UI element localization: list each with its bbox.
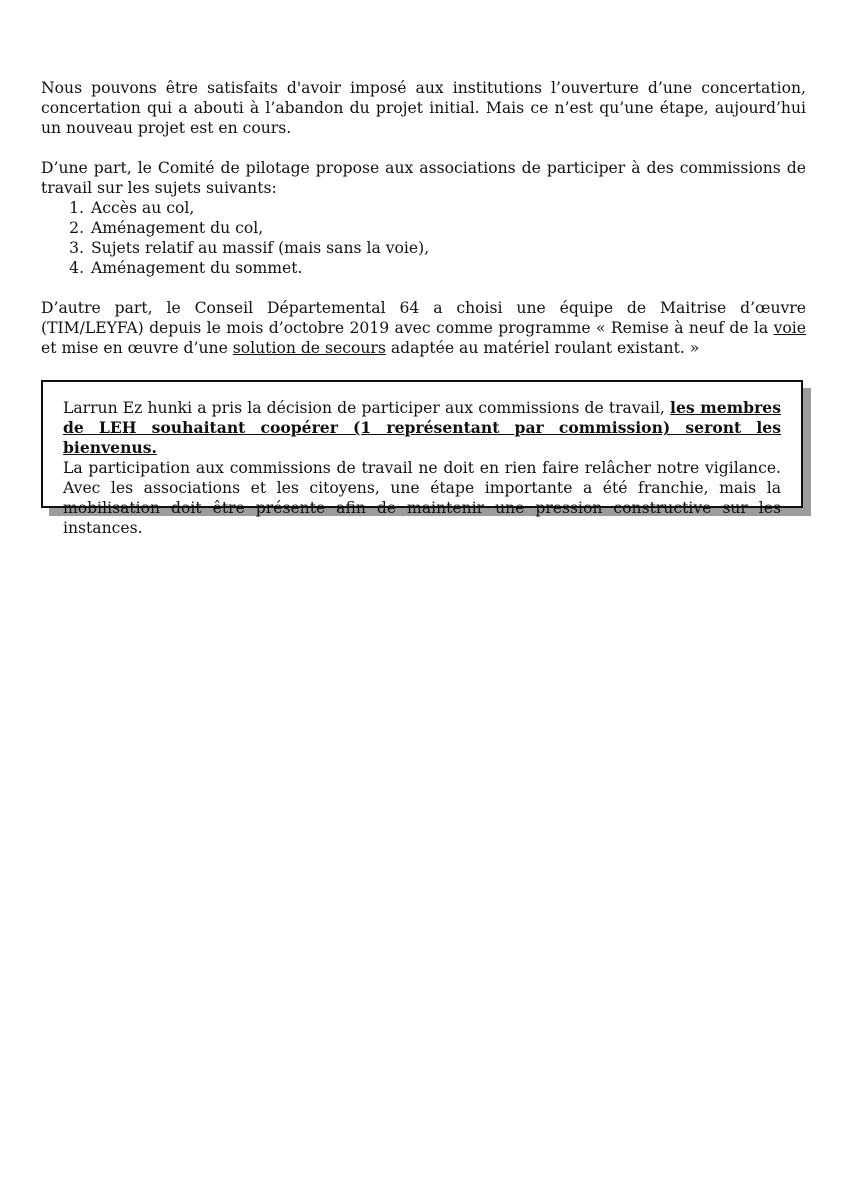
document-body	[41, 78, 806, 358]
steering-committee-paragraph: D’une part, le Comité de pilotage propose aux associations de participer à des commissions de travail sur les sujets suivants:	[41, 159, 806, 197]
notice-box	[41, 380, 803, 537]
council-paragraph	[41, 298, 806, 358]
notice-first-paragraph	[63, 398, 781, 458]
underlined-voie: voie	[773, 319, 806, 337]
list-item: 3. Sujets relatif au massif (mais sans la voie),	[89, 238, 806, 258]
underlined-solution: solution de secours	[232, 339, 386, 357]
council-text-2: et mise en œuvre d’une	[41, 339, 233, 357]
council-text-3: adaptée au matériel roulant existant. »	[385, 339, 700, 357]
list-item: 2. Aménagement du col,	[89, 218, 806, 238]
list-item: 1. Accès au col,	[89, 198, 806, 218]
topics-list	[41, 198, 806, 278]
list-item: 4. Aménagement du sommet.	[89, 258, 806, 278]
notice-body: La participation aux commissions de travail ne doit en rien faire relâcher notre vigilance. Avec les associations et les citoyens, une étape importante a été franchie, mais la mobilisation doit être présente afin de maintenir une pression constructive sur les instances.	[63, 459, 781, 537]
notice-emphasis: les membres de LEH souhaitant coopérer (1 représentant par commission) seront les bienvenus.	[63, 398, 782, 457]
notice-lead: Larrun Ez hunki a pris la décision de participer aux commissions de travail,	[63, 399, 671, 417]
council-text-1: D’autre part, le Conseil Départemental 64 a choisi une équipe de Maitrise d’œuvre (TIM/LEYFA) depuis le mois d’octobre 2019 avec comme programme « Remise à neuf de la	[41, 299, 806, 337]
intro-paragraph: Nous pouvons être satisfaits d'avoir imposé aux institutions l’ouverture d’une concertation, concertation qui a abouti à l’abandon du projet initial. Mais ce n’est qu’une étape, aujourd’hui un nouveau projet est en cours.	[41, 79, 806, 137]
